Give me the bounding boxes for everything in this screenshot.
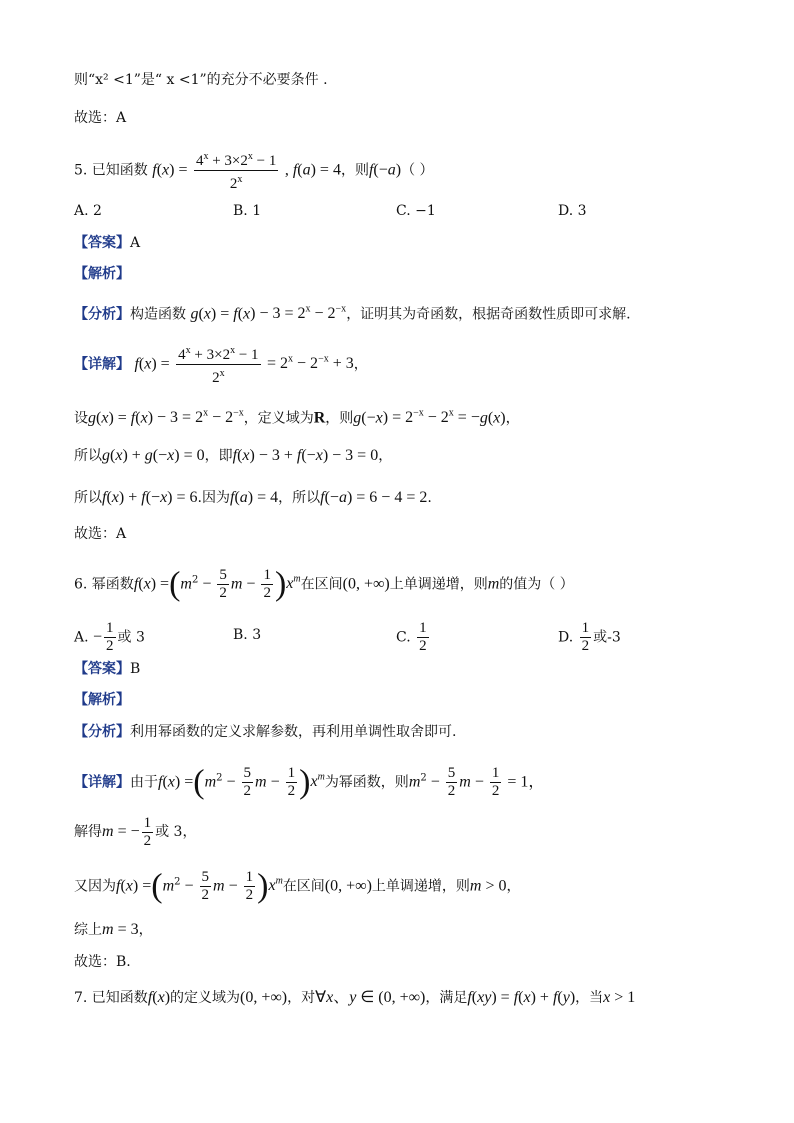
q5-option-c-text: C. −1 — [396, 203, 436, 219]
detail-label: 【详解】 — [74, 774, 130, 791]
d5-3-pre: 所以 — [74, 448, 102, 464]
q5-fenxi: 【分析】构造函数 $g(x) = f(x) - 3 = 2^x - 2^{-x}$，证明其为奇函数，根据奇函数性质即可求解. — [74, 304, 631, 323]
q6-option-b — [233, 627, 261, 643]
q6-mid: 在区间 — [300, 576, 343, 593]
question-5: 5. 已知函数 f(x) = $\frac{4^x + 3\times 2^x - 1}{2^x}$ , f(a) = 4，则f(−a)（ ） — [74, 148, 754, 193]
question-7: 7. 已知函数f(x)的定义域为(0, +∞)，对∀x、y ∈ (0, +∞)，满足f(xy) = f(x) + f(y)，当x > 1 — [74, 989, 636, 1006]
q7-d: ，满足 — [425, 990, 468, 1006]
answer-value: A — [130, 235, 141, 251]
q5-detail-4: 所以f(x) + f(−x) = 6.因为f(a) = 4，所以f(−a) = 6 − 4 = 2. — [74, 489, 432, 506]
choice-text: 故选：A — [74, 526, 127, 542]
d5-2-domain: R — [313, 409, 326, 427]
q6-end: 的值为（ ） — [499, 576, 574, 593]
q5-option-c — [396, 203, 436, 219]
d6-4-a: 综上 — [74, 922, 102, 938]
q6-answer — [74, 659, 754, 679]
q5-fraction: $\frac{4^x + 3\times 2^x - 1}{2^x}$ — [194, 148, 278, 193]
d5-fraction: $\frac{4^x + 3\times 2^x - 1}{2^x}$ — [176, 342, 260, 387]
d6-3-d: ， — [506, 878, 521, 895]
answer-label: 【答案】 — [74, 235, 130, 251]
question-5-stem: 5. 已知函数 — [74, 162, 148, 179]
q5-option-d-text: D. 3 — [558, 203, 587, 219]
d5-3-mid: ，即 — [204, 448, 233, 464]
q6-option-c: C. $\frac{1}{2}$ — [396, 620, 427, 654]
q5-jiexi — [74, 264, 754, 284]
q6-detail-1: 【详解】由于$f(x) =(m^2$ − $\frac{5}{2}$ m − $\frac{1}{2}$ )$x^m$为幂函数，则$m^2$ − $\frac{5}{2}$ m − $\frac{1}{2}$ = 1， — [74, 763, 545, 801]
q5-detail-2: 设$g(x) = f(x) - 3 = 2^x - 2^{-x}$，定义域为R，则$g(-x) = 2^{-x} - 2^x = -g(x)$， — [74, 408, 520, 427]
q6-option-b-text: B. 3 — [233, 627, 262, 643]
conclusion-text: 则“x² <1”是“ x <1”的充分不必要条件 . — [74, 72, 328, 88]
text-line-1 — [74, 70, 754, 90]
choice-text: 故选：A — [74, 110, 127, 126]
q6-jiexi — [74, 690, 754, 710]
answer-value: B — [130, 661, 141, 677]
fenxi6-text: 利用幂函数的定义求解参数，再利用单调性取舍即可. — [130, 724, 457, 740]
q5-choice — [74, 524, 754, 544]
q6-option-d-pre: D. — [558, 629, 574, 646]
q5-detail-3: 所以g(x) + g(−x) = 0，即f(x) − 3 + f(−x) − 3 = 0， — [74, 447, 393, 464]
d5-4-mid2: ，所以 — [278, 490, 321, 506]
q6-option-a-post: 或 3 — [117, 629, 145, 646]
analysis-label: 【解析】 — [74, 692, 130, 708]
d6-3-c: 上单调递增，则 — [371, 878, 470, 895]
q5-option-d — [558, 203, 587, 219]
q6-detail-3: 又因为$f(x) =(m^2$ − $\frac{5}{2}$ m − $\frac{1}{2}$ )$x^m$在区间(0, +∞)上单调递增，则m > 0， — [74, 867, 521, 905]
q6-option-c-text: C. — [396, 629, 411, 646]
q6-option-a: A. − $\frac{1}{2}$ 或 3 — [74, 620, 145, 654]
q5-paren: （ ） — [401, 162, 434, 179]
d6-4-b: ， — [138, 922, 153, 938]
fenxi5-a: 构造函数 — [130, 306, 186, 323]
choice-text: 故选：B. — [74, 954, 131, 970]
q6-detail-2: 解得m = − $\frac{1}{2}$ 或 3， — [74, 814, 197, 849]
fenxi5-b: ，证明其为奇函数，根据奇函数性质即可求解. — [346, 306, 631, 323]
q7-b: 的定义域为 — [170, 990, 241, 1006]
q5-option-a — [74, 203, 102, 219]
d5-2-end: ， — [505, 410, 520, 427]
q5-option-a-text: A. 2 — [74, 203, 102, 219]
answer-label: 【答案】 — [74, 661, 130, 677]
question-6: 6. 幂函数$f(x) =(m^2$ − $\frac{5}{2}$ m − $\frac{1}{2}$ )$x^m$在区间(0, +∞)上单调递增，则m的值为（ ） — [74, 565, 574, 603]
d5-4-pre: 所以 — [74, 490, 102, 506]
q6-pre: 6. 幂函数 — [74, 576, 134, 593]
q6-detail-4: 综上m = 3， — [74, 921, 153, 938]
q5-option-b-text: B. 1 — [233, 203, 262, 219]
q6-option-a-pre: A. — [74, 629, 89, 646]
q6-option-d: D. $\frac{1}{2}$ 或-3 — [558, 620, 621, 654]
d6-3-b: 在区间 — [282, 878, 325, 895]
fenxi-label: 【分析】 — [74, 306, 130, 323]
d6-1-b: 为幂函数，则 — [324, 774, 409, 791]
d5-3-end: ， — [378, 448, 393, 464]
q5-tail: ，则 — [340, 162, 369, 179]
analysis-label: 【解析】 — [74, 266, 130, 282]
d6-3-a: 又因为 — [74, 878, 116, 895]
d5-1-tail: ， — [353, 356, 368, 373]
q5-detail-1: 【详解】 f(x) = $\frac{4^x + 3\times 2^x - 1}{2^x}$ = $2^x - 2^{-x} + 3$， — [74, 340, 754, 387]
d5-2-pre: 设 — [74, 410, 88, 427]
d5-2-mid2: ，则 — [325, 410, 354, 427]
q5-option-b — [233, 203, 261, 219]
text-line-2 — [74, 108, 754, 128]
fenxi-label: 【分析】 — [74, 724, 130, 740]
q7-e: ，当 — [575, 990, 604, 1006]
d6-1-a: 由于 — [130, 774, 158, 791]
d6-2-a: 解得 — [74, 824, 102, 840]
q7-c: ，对 — [287, 990, 316, 1006]
q5-answer — [74, 233, 754, 253]
q6-mid2: 上单调递增，则 — [389, 576, 488, 593]
d6-2-b: 或 3， — [155, 824, 197, 840]
q6-choice — [74, 952, 754, 972]
d5-4-end: . — [427, 490, 432, 506]
d5-2-mid: ，定义域为 — [243, 410, 314, 427]
q6-fenxi — [74, 722, 754, 742]
q7-a: 7. 已知函数 — [74, 990, 148, 1006]
d5-4-mid: .因为 — [197, 490, 230, 506]
detail-label: 【详解】 — [74, 356, 130, 373]
q6-option-d-post: 或-3 — [593, 629, 621, 646]
